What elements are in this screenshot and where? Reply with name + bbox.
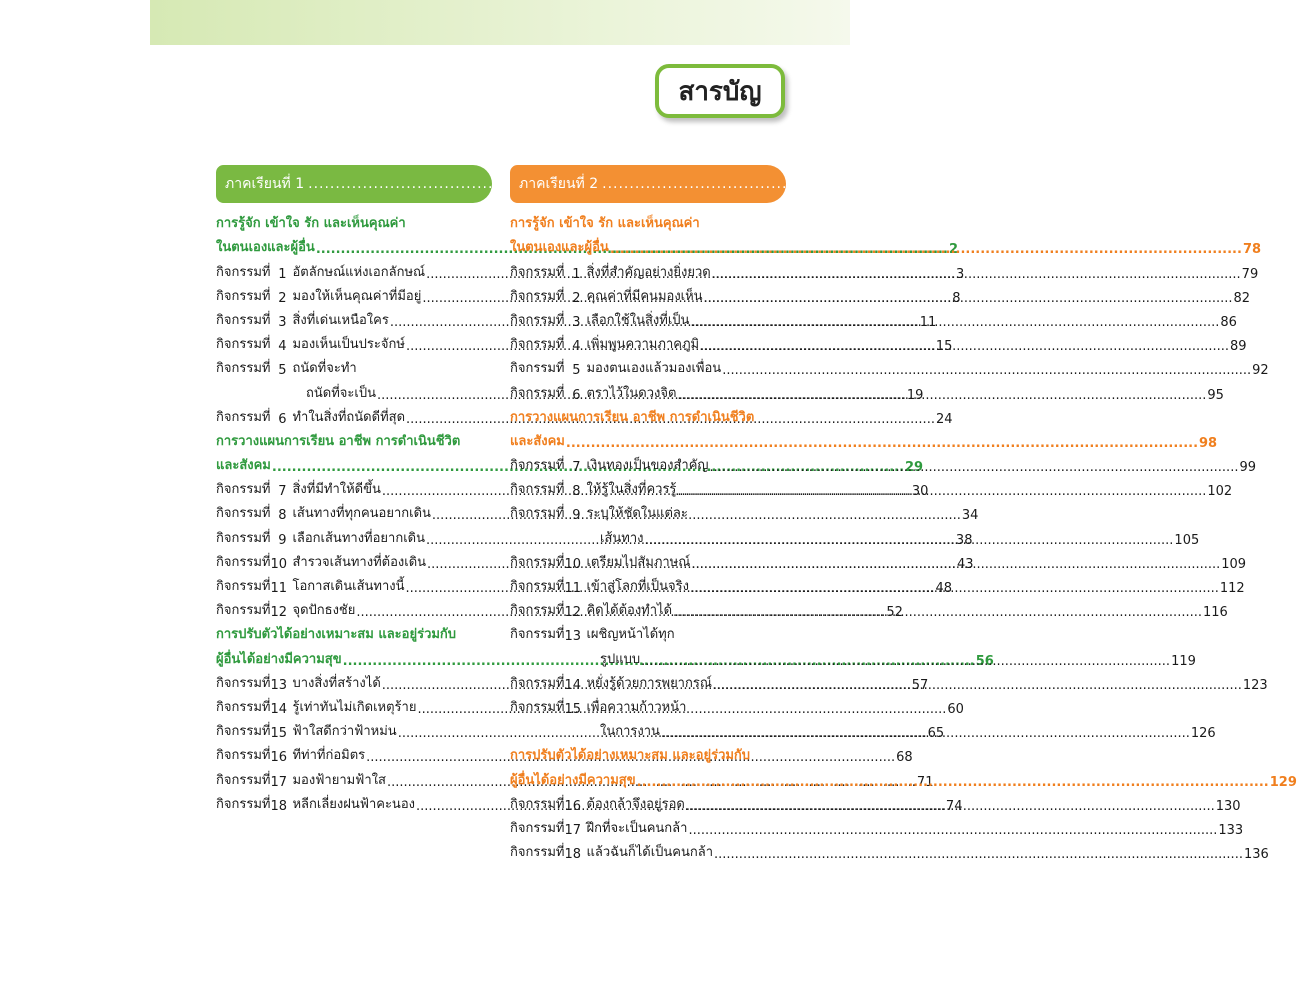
activity-label: กิจกรรมที่	[216, 603, 271, 619]
page-number: 116	[1202, 605, 1228, 621]
page-number: 56	[975, 653, 994, 669]
activity-number: 12	[564, 605, 582, 621]
activity-number: 16	[564, 798, 582, 814]
leader-dots	[700, 339, 1229, 354]
activity-number: 17	[564, 822, 582, 838]
leader-dots	[710, 460, 1239, 475]
page-number: 129	[1269, 774, 1297, 790]
activity-title: สิ่งที่สำคัญอย่างยิ่งยวด	[586, 264, 711, 280]
activity-number: 13	[270, 677, 288, 693]
activity-title: ทำในสิ่งที่ถนัดดีที่สุด	[292, 409, 406, 425]
activity-title: ระบุให้ชัดในแต่ละ	[586, 506, 688, 522]
activity-title: หยั่งรู้ด้วยการพยากรณ์	[586, 675, 712, 691]
activity-number: 9	[278, 532, 287, 548]
activity-label: กิจกรรมที่	[216, 748, 271, 764]
activity-title: เตรียมไปสัมภาษณ์	[586, 554, 691, 570]
activity-label: กิจกรรมที่	[510, 337, 565, 353]
activity-title: สำรวจเส้นทางที่ต้องเดิน	[292, 554, 427, 570]
activity-title: เลือกใช้ในสิ่งที่เป็น	[586, 312, 690, 328]
activity-label: กิจกรรมที่	[216, 579, 271, 594]
activity-label: กิจกรรมที่	[510, 385, 565, 401]
page-number: 3	[956, 266, 965, 282]
section-title: การรู้จัก เข้าใจ รัก และเห็นคุณค่า	[510, 216, 700, 232]
leader-dots	[686, 799, 1215, 814]
toc-section-heading[interactable]	[510, 427, 1218, 451]
toc-section-heading[interactable]	[216, 209, 492, 233]
page-number: 130	[1215, 798, 1241, 814]
page-number: 109	[1221, 556, 1247, 572]
activity-label: กิจกรรมที่	[510, 796, 565, 812]
page-number: 99	[1239, 460, 1256, 476]
activity-number: 8	[278, 508, 287, 524]
page-number: 86	[1220, 314, 1237, 330]
activity-number: 12	[270, 605, 288, 621]
page-number: 119	[1171, 653, 1196, 669]
activity-title: มองตนเองแล้วมองเพื่อน	[586, 361, 722, 377]
leader-dots	[566, 436, 1198, 451]
page-number: 102	[1207, 484, 1233, 500]
section-title: ผู้อื่นได้อย่างมีความสุข	[510, 772, 636, 788]
activity-label: กิจกรรมที่	[216, 288, 271, 304]
activity-number: 17	[270, 774, 288, 790]
activity-label: กิจกรรมที่	[510, 361, 565, 377]
page-number: 89	[1230, 339, 1247, 355]
leader-dots	[691, 557, 1220, 572]
activity-label: กิจกรรมที่	[510, 482, 565, 498]
page-number: 65	[927, 726, 945, 742]
section-title: การวางแผนการเรียน อาชีพ การดำเนินชีวิต	[216, 433, 461, 449]
activity-number: 4	[278, 339, 287, 355]
page-number: 24	[935, 411, 953, 427]
page-number: 68	[896, 750, 913, 766]
section-title: การปรับตัวได้อย่างเหมาะสม และอยู่ร่วมกับ	[510, 748, 751, 764]
activity-number: 6	[278, 411, 287, 427]
activity-title: ฟ้าใสดีกว่าฟ้าหม่น	[292, 724, 397, 740]
activity-title: คิดได้ต้องทำได้	[586, 603, 673, 619]
page-number: 136	[1243, 847, 1269, 863]
leader-dots	[673, 605, 1202, 620]
activity-label: กิจกรรมที่	[216, 796, 271, 812]
toc-activity-entry[interactable]	[216, 523, 973, 548]
activity-number: 9	[572, 508, 581, 524]
page-number: 78	[1242, 242, 1262, 258]
toc-activity-entry[interactable]	[510, 620, 786, 644]
activity-title: เข้าสู่โลกที่เป็นจริง	[586, 579, 689, 594]
leader-dots	[677, 388, 1206, 403]
page-number: 74	[945, 798, 963, 814]
leader-dots	[641, 654, 1170, 669]
activity-number: 11	[564, 581, 582, 596]
activity-title: สิ่งที่มีทำให้ดีขึ้น	[292, 482, 381, 498]
activity-number: 15	[564, 701, 582, 717]
activity-label: กิจกรรมที่	[216, 312, 271, 328]
page-number: 43	[956, 556, 974, 572]
activity-number: 5	[278, 363, 287, 379]
activity-label: กิจกรรมที่	[510, 264, 565, 280]
page-number: 98	[1199, 435, 1218, 451]
page-number: 126	[1190, 726, 1216, 742]
leader-dots	[713, 678, 1242, 693]
activity-number: 7	[572, 460, 581, 476]
activity-number: 1	[278, 266, 287, 282]
activity-label: กิจกรรมที่	[216, 724, 271, 740]
activity-title: อัตลักษณ์แห่งเอกลักษณ์	[292, 264, 426, 280]
activity-title: ฝึกที่จะเป็นคนกล้า	[586, 820, 688, 836]
page-number: 79	[1241, 266, 1259, 282]
page-number: 15	[935, 339, 953, 355]
activity-title: สิ่งที่เด่นเหนือใคร	[292, 312, 389, 328]
leader-dots	[704, 291, 1233, 306]
activity-number: 15	[270, 726, 288, 742]
activity-label: กิจกรรมที่	[216, 772, 271, 788]
term-1-page: 1	[851, 176, 861, 192]
activity-number: 14	[270, 701, 288, 717]
activity-number: 6	[572, 387, 581, 403]
page-number: 105	[1174, 532, 1200, 548]
leader-dots	[722, 363, 1251, 378]
activity-number: 18	[564, 847, 582, 863]
page-title: สารบัญ	[655, 64, 785, 118]
activity-label: กิจกรรมที่	[216, 554, 271, 570]
activity-title: เพิ่มพูนความภาคภูมิ	[586, 337, 700, 353]
term-1-label: ภาคเรียนที่ 1	[225, 176, 305, 192]
page-number: 30	[911, 484, 929, 500]
leader-dots	[637, 775, 1269, 790]
activity-title: ตราไว้ในดวงจิต	[586, 385, 677, 401]
activity-number: 18	[270, 798, 288, 814]
activity-number: 10	[270, 556, 288, 572]
toc-activity-entry[interactable]	[510, 693, 786, 717]
page-number: 8	[952, 290, 961, 306]
toc-activity-entry[interactable]	[510, 257, 1259, 282]
activity-number: 1	[572, 266, 581, 282]
leader-dots	[688, 823, 1217, 838]
leader-dots	[690, 315, 1219, 330]
page-number: 60	[947, 701, 964, 717]
activity-number: 8	[572, 484, 581, 500]
activity-title: เลือกเส้นทางที่อยากเดิน	[292, 530, 425, 546]
page-number: 92	[1252, 363, 1269, 379]
toc-section-heading[interactable]	[510, 209, 786, 233]
page-number: 57	[911, 677, 929, 693]
page-number: 123	[1242, 677, 1268, 693]
page-number: 95	[1207, 387, 1224, 403]
section-title: ในตนเองและผู้อื่น	[510, 240, 609, 256]
activity-number: 11	[270, 581, 288, 596]
activity-title: รู้เท่าทันไม่เกิดเหตุร้าย	[292, 699, 417, 715]
toc-activity-entry[interactable]	[510, 499, 786, 523]
activity-label: กิจกรรมที่	[510, 554, 565, 570]
leader-dots	[677, 484, 1206, 499]
page-number: 11	[919, 314, 937, 330]
toc-section-heading[interactable]	[510, 403, 786, 427]
page-number: 48	[935, 581, 952, 596]
activity-title: เงินทองเป็นของสำคัญ	[586, 458, 709, 474]
page-number: 52	[886, 605, 903, 621]
page-number: 29	[905, 460, 924, 476]
section-title: การรู้จัก เข้าใจ รัก และเห็นคุณค่า	[216, 216, 406, 232]
activity-label: กิจกรรมที่	[216, 675, 271, 691]
activity-number: 3	[278, 314, 287, 330]
activity-title: รูปแบบ	[600, 651, 641, 667]
page-number: 133	[1218, 822, 1244, 838]
toc-activity-entry[interactable]	[216, 354, 492, 378]
activity-title: ถนัดที่จะเป็น	[306, 385, 376, 401]
activity-title: เส้นทาง	[600, 530, 644, 546]
activity-label: กิจกรรมที่	[510, 603, 565, 619]
leader-dots	[602, 176, 1142, 192]
activity-title: ทีท่าที่ก่อมิตร	[292, 748, 366, 764]
activity-label: กิจกรรมที่	[216, 506, 271, 522]
activity-number: 13	[564, 629, 582, 645]
leader-dots	[714, 847, 1243, 862]
activity-number: 2	[278, 290, 287, 306]
term-2-label: ภาคเรียนที่ 2	[519, 176, 599, 192]
section-title: ผู้อื่นได้อย่างมีความสุข	[216, 651, 342, 667]
activity-number: 4	[572, 339, 581, 355]
section-title: และสังคม	[216, 458, 271, 474]
activity-label: กิจกรรมที่	[510, 579, 565, 594]
activity-title: เพื่อความก้าวหน้า	[586, 699, 687, 715]
page-number: 71	[916, 774, 934, 790]
activity-title: มองฟ้ายามฟ้าใส	[292, 772, 386, 788]
toc-section-heading[interactable]	[510, 741, 786, 765]
header-band	[150, 0, 850, 45]
leader-dots	[610, 242, 1242, 257]
activity-label: กิจกรรมที่	[510, 312, 565, 328]
leader-dots	[644, 533, 1173, 548]
activity-number: 3	[572, 314, 581, 330]
page-number: 34	[961, 508, 979, 524]
activity-label: กิจกรรมที่	[216, 699, 271, 715]
activity-title: โอกาสเดินเส้นทางนี้	[292, 579, 405, 594]
activity-title: แล้วฉันก็ได้เป็นคนกล้า	[586, 845, 714, 861]
activity-title: เผชิญหน้าได้ทุก	[586, 627, 675, 643]
activity-number: 5	[572, 363, 581, 379]
activity-title: บางสิ่งที่สร้างได้	[292, 675, 381, 691]
page-number: 19	[906, 387, 924, 403]
activity-label: กิจกรรมที่	[510, 458, 565, 474]
activity-label: กิจกรรมที่	[510, 288, 565, 304]
activity-title: มองเห็นเป็นประจักษ์	[292, 337, 405, 353]
activity-number: 14	[564, 677, 582, 693]
activity-title: ในการงาน	[600, 724, 660, 740]
activity-title: ให้รู้ในสิ่งที่ควรรู้	[586, 482, 677, 498]
activity-label: กิจกรรมที่	[510, 675, 565, 691]
activity-title: มองให้เห็นคุณค่าที่มีอยู่	[292, 288, 422, 304]
activity-number: 16	[270, 750, 288, 766]
activity-title: ถนัดที่จะทำ	[292, 361, 357, 377]
activity-title: จุดปักธงชัย	[292, 603, 356, 619]
activity-number: 10	[564, 556, 582, 572]
activity-title: หลีกเลี่ยงฝนฟ้าคะนอง	[292, 796, 415, 812]
leader-dots	[712, 267, 1241, 282]
activity-title: คุณค่าที่มีคนมองเห็น	[586, 288, 703, 304]
section-title: และสังคม	[510, 433, 565, 449]
toc-section-heading[interactable]	[216, 427, 492, 451]
page-number: 2	[948, 242, 958, 258]
activity-label: กิจกรรมที่	[216, 409, 271, 425]
page-number: 82	[1233, 290, 1251, 306]
toc-activity-entry[interactable]	[510, 838, 1269, 863]
toc-section-heading[interactable]	[510, 233, 1262, 258]
toc-activity-entry[interactable]	[510, 814, 1244, 838]
activity-label: กิจกรรมที่	[216, 264, 271, 280]
activity-title: เส้นทางที่ทุกคนอยากเดิน	[292, 506, 431, 522]
section-title: ในตนเองและผู้อื่น	[216, 240, 315, 256]
leader-dots	[690, 581, 1219, 596]
term-2-page: 77	[1145, 176, 1164, 192]
toc-activity-entry[interactable]	[510, 282, 1251, 306]
toc-section-heading[interactable]	[216, 233, 958, 258]
toc-activity-entry[interactable]	[510, 354, 1269, 379]
page-number: 38	[955, 532, 973, 548]
section-title: การปรับตัวได้อย่างเหมาะสม และอยู่ร่วมกับ	[216, 627, 457, 643]
activity-title: ต้องกล้าจึงอยู่รอด	[586, 796, 685, 812]
leader-dots	[661, 726, 1190, 741]
activity-label: กิจกรรมที่	[510, 506, 565, 522]
activity-label: กิจกรรมที่	[216, 337, 271, 353]
page-number: 112	[1219, 581, 1245, 596]
toc-section-heading[interactable]	[216, 620, 492, 644]
activity-label: กิจกรรมที่	[510, 820, 565, 836]
section-title: การวางแผนการเรียน อาชีพ การดำเนินชีวิต	[510, 409, 755, 425]
activity-number: 2	[572, 290, 581, 306]
activity-label: กิจกรรมที่	[510, 627, 565, 643]
term-2-header[interactable]	[510, 165, 1164, 203]
activity-label: กิจกรรมที่	[510, 699, 565, 715]
activity-label: กิจกรรมที่	[216, 482, 271, 498]
activity-number: 7	[278, 484, 287, 500]
activity-label: กิจกรรมที่	[216, 361, 271, 377]
activity-label: กิจกรรมที่	[510, 845, 565, 861]
activity-label: กิจกรรมที่	[216, 530, 271, 546]
